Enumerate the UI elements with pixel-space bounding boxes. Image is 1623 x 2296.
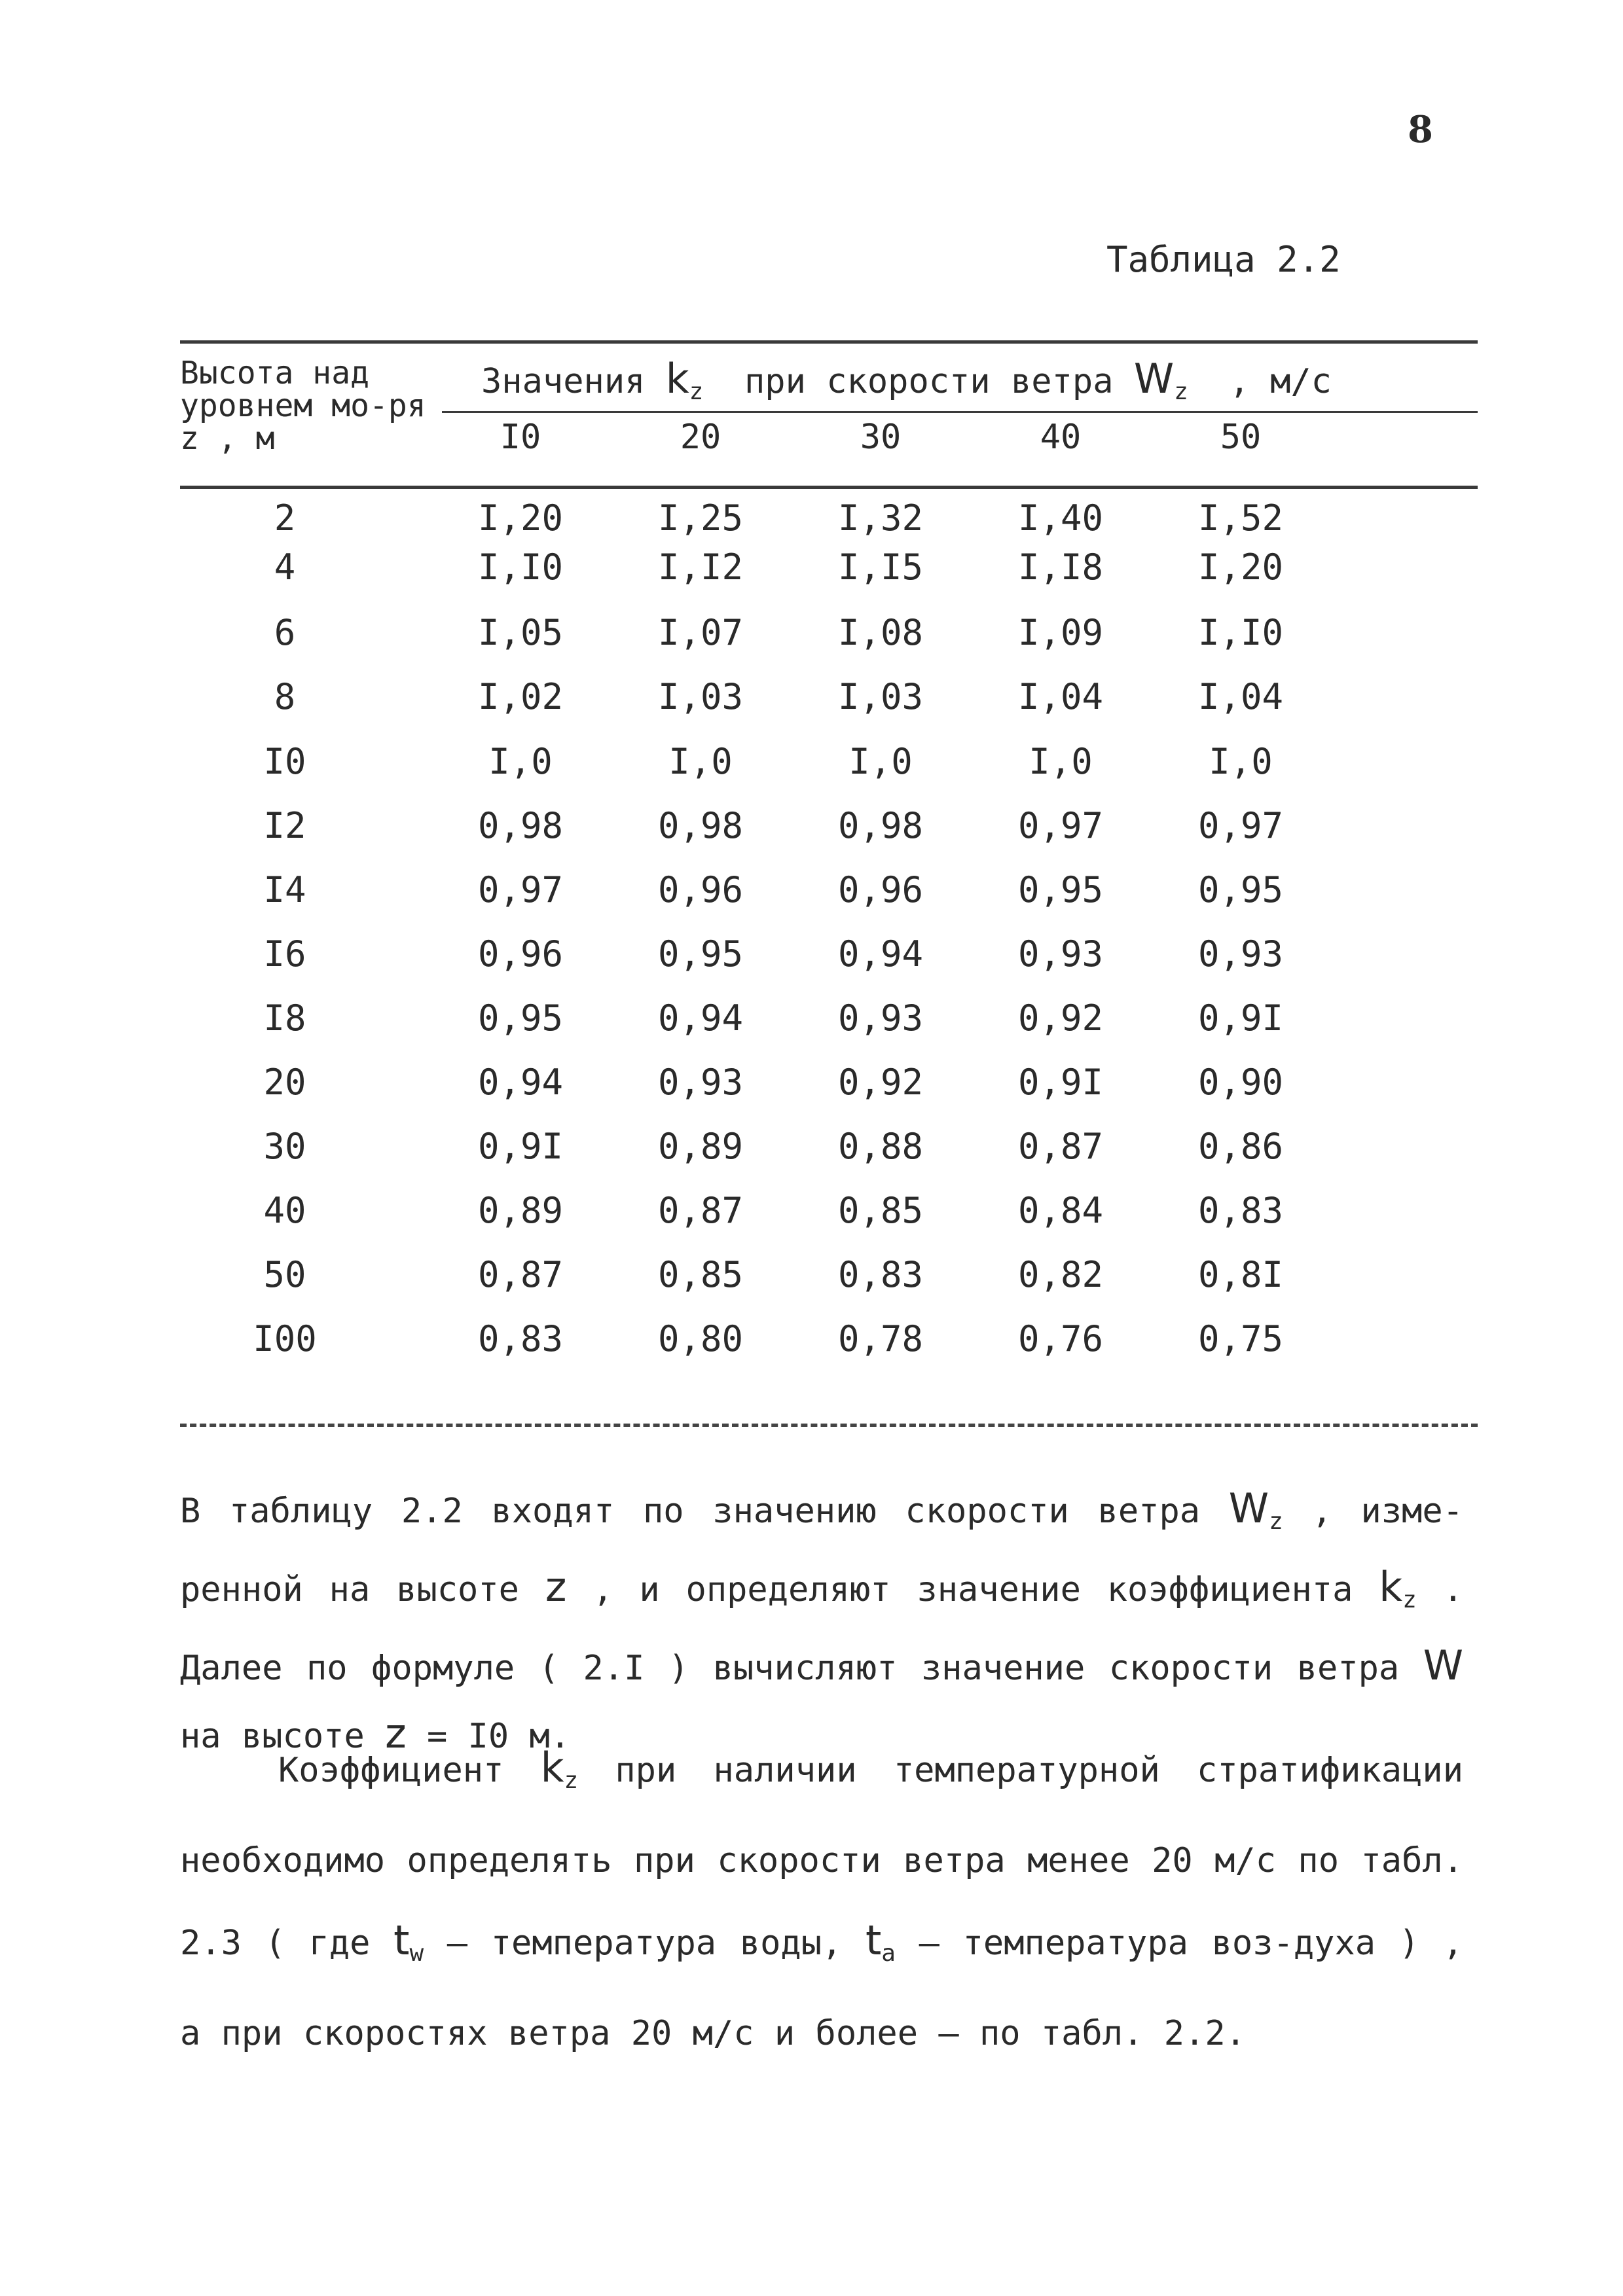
coef-subscript: z — [689, 378, 704, 405]
p1-coef-symbol: k — [1379, 1563, 1403, 1611]
height-cell: 40 — [263, 1190, 306, 1231]
coefficient-cell: 0,78 — [837, 1318, 924, 1359]
coefficient-cell: 0,75 — [1197, 1318, 1284, 1359]
coefficient-cell: 0,94 — [477, 1062, 564, 1103]
coefficient-cell: 0,86 — [1197, 1126, 1284, 1167]
coefficient-cell: 0,95 — [1017, 869, 1104, 910]
coefficient-cell: 0,88 — [837, 1126, 924, 1167]
height-cell: 4 — [274, 547, 296, 588]
coefficient-cell: 0,87 — [1017, 1126, 1104, 1167]
group-header-unit: , м/с — [1229, 362, 1332, 401]
table-row — [180, 1062, 1478, 1127]
coefficient-cell: 0,98 — [477, 805, 564, 846]
coefficient-cell: I,08 — [837, 612, 924, 653]
table-row — [180, 612, 1478, 677]
coefficient-cell: 0,98 — [657, 805, 744, 846]
coefficient-cell: I,03 — [657, 676, 744, 717]
p1-text-1: В таблицу 2.2 входят по значению скорости ветра — [180, 1492, 1201, 1531]
coefficient-cell: 0,87 — [657, 1190, 744, 1231]
coefficient-cell: I,I0 — [477, 547, 564, 588]
coefficient-cell: 0,93 — [1017, 933, 1104, 975]
p2-water-temp-symbol: t — [393, 1916, 410, 1964]
coefficient-cell: I,20 — [477, 497, 564, 539]
coefficient-cell: 0,9I — [477, 1126, 564, 1167]
height-cell: 6 — [274, 612, 296, 653]
table-row — [180, 869, 1478, 935]
coefficient-cell: I,0 — [1029, 741, 1093, 782]
p2-text-1: Коэффициент — [278, 1751, 504, 1790]
table-row — [180, 1254, 1478, 1319]
table-row — [180, 676, 1478, 742]
coefficient-cell: I,0 — [1209, 741, 1273, 782]
coefficient-cell: 0,90 — [1197, 1062, 1284, 1103]
height-cell: I2 — [263, 805, 306, 846]
coefficient-cell: 0,80 — [657, 1318, 744, 1359]
coefficient-cell: 0,85 — [657, 1254, 744, 1295]
coefficient-cell: 0,96 — [477, 933, 564, 975]
p1-height-symbol: z — [545, 1563, 567, 1611]
coefficient-cell: I,05 — [477, 612, 564, 653]
speed-header-10: I0 — [500, 418, 541, 457]
coefficient-cell: 0,83 — [837, 1254, 924, 1295]
coefficient-cell: I,I2 — [657, 547, 744, 588]
coefficient-cell: I,07 — [657, 612, 744, 653]
p2-text-3: – температура воды, — [447, 1924, 843, 1963]
coefficient-cell: 0,89 — [657, 1126, 744, 1167]
height-cell: 20 — [263, 1062, 306, 1103]
coefficient-cell: 0,95 — [657, 933, 744, 975]
coefficient-cell: I,I0 — [1197, 612, 1284, 653]
header-sub-rule — [442, 411, 1478, 413]
coefficient-cell: I,52 — [1197, 497, 1284, 539]
coefficient-cell: 0,97 — [477, 869, 564, 910]
coefficient-cell: I,I5 — [837, 547, 924, 588]
coef-symbol: k — [665, 355, 689, 403]
p1-text-3: , и определяют значение коэффициента — [593, 1570, 1353, 1609]
height-cell: 2 — [274, 497, 296, 539]
coefficient-cell: I,03 — [837, 676, 924, 717]
height-cell: I00 — [253, 1318, 317, 1359]
speed-header-30: 30 — [860, 418, 902, 457]
table-row — [180, 1126, 1478, 1191]
coefficient-cell: 0,97 — [1197, 805, 1284, 846]
paragraph-stratification — [180, 1728, 1463, 2073]
p1-wind-symbol-2: W — [1423, 1641, 1463, 1689]
coefficient-cell: I,20 — [1197, 547, 1284, 588]
p1-wind-symbol: W — [1228, 1484, 1269, 1532]
speed-header-50: 50 — [1220, 418, 1262, 457]
p1-text-6: = I0 м. — [426, 1717, 571, 1756]
coefficient-cell: 0,96 — [657, 869, 744, 910]
group-header-prefix: Значения — [481, 362, 646, 401]
coefficient-cell: I,32 — [837, 497, 924, 539]
coefficient-cell: 0,9I — [1017, 1062, 1104, 1103]
p2-water-temp-subscript: w — [409, 1940, 424, 1967]
coefficient-cell: 0,85 — [837, 1190, 924, 1231]
table-row — [180, 933, 1478, 999]
paragraph-table-usage — [180, 1476, 1463, 1769]
height-cell: I6 — [263, 933, 306, 975]
coefficient-cell: I,0 — [488, 741, 553, 782]
height-column-header: Высота над уровнем мо-ря z , м — [180, 355, 426, 457]
p2-coef-symbol: k — [540, 1744, 564, 1791]
p1-text-4: . Далее по формуле ( 2.I ) вычисляют значение скорости ветра — [180, 1570, 1463, 1688]
p1-wind-subscript: z — [1269, 1508, 1283, 1535]
table-row — [180, 741, 1478, 806]
height-cell: 50 — [263, 1254, 306, 1295]
p1-text-5: на высоте — [180, 1717, 365, 1756]
coefficient-cell: 0,82 — [1017, 1254, 1104, 1295]
height-cell: 8 — [274, 676, 296, 717]
coefficient-cell: 0,92 — [837, 1062, 924, 1103]
table-row — [180, 1190, 1478, 1255]
wind-symbol: W — [1133, 355, 1175, 403]
coefficient-cell: 0,76 — [1017, 1318, 1104, 1359]
coefficient-cell: I,25 — [657, 497, 744, 539]
coefficient-cell: I,0 — [668, 741, 733, 782]
height-cell: 30 — [263, 1126, 306, 1167]
p1-height-symbol-2: z — [385, 1710, 407, 1757]
coefficient-cell: 0,89 — [477, 1190, 564, 1231]
coefficient-cell: 0,83 — [477, 1318, 564, 1359]
coefficient-cell: 0,95 — [1197, 869, 1284, 910]
coefficient-cell: 0,93 — [1197, 933, 1284, 975]
coefficient-cell: 0,84 — [1017, 1190, 1104, 1231]
p2-text-4: – температура воз-духа ) , а при скоростях ветра 20 м/с и более – по табл. 2.2. — [180, 1924, 1463, 2053]
coefficient-cell: 0,93 — [657, 1062, 744, 1103]
height-cell: I8 — [263, 997, 306, 1039]
p1-text-2: , изме-ренной на высоте — [180, 1492, 1463, 1609]
table-row — [180, 1318, 1478, 1384]
group-header-middle: при скорости ветра — [744, 362, 1114, 401]
coefficient-cell: I,09 — [1017, 612, 1104, 653]
speed-header-40: 40 — [1040, 418, 1082, 457]
table-caption: Таблица 2.2 — [1106, 239, 1341, 280]
coefficient-cell: 0,94 — [657, 997, 744, 1039]
height-cell: I0 — [263, 741, 306, 782]
coefficient-cell: 0,92 — [1017, 997, 1104, 1039]
p2-text-2: при наличии температурной стратификации необходимо определять при скорости ветра менее 20 м/с по табл. 2.3 ( где — [180, 1751, 1463, 1963]
coefficient-cell: 0,98 — [837, 805, 924, 846]
speed-group-header — [481, 355, 1476, 405]
table-row — [180, 547, 1478, 612]
p2-air-temp-symbol: t — [865, 1916, 882, 1964]
coefficient-cell: I,02 — [477, 676, 564, 717]
p2-air-temp-subscript: a — [881, 1940, 896, 1967]
coefficient-cell: 0,8I — [1197, 1254, 1284, 1295]
coefficient-cell: I,0 — [848, 741, 913, 782]
table-bottom-rule — [180, 1424, 1478, 1427]
wind-subscript: z — [1174, 378, 1188, 405]
table-top-rule — [180, 340, 1478, 344]
table-row — [180, 805, 1478, 870]
coefficient-cell: I,40 — [1017, 497, 1104, 539]
p1-coef-subscript: z — [1402, 1587, 1417, 1613]
coefficient-cell: 0,83 — [1197, 1190, 1284, 1231]
coefficient-cell: I,04 — [1197, 676, 1284, 717]
coefficient-cell: 0,9I — [1197, 997, 1284, 1039]
coefficient-cell: 0,87 — [477, 1254, 564, 1295]
speed-header-20: 20 — [680, 418, 721, 457]
coefficient-cell: 0,94 — [837, 933, 924, 975]
table-row — [180, 997, 1478, 1063]
header-bottom-rule — [180, 486, 1478, 489]
coefficient-cell: I,I8 — [1017, 547, 1104, 588]
coefficient-cell: I,04 — [1017, 676, 1104, 717]
coefficient-cell: 0,93 — [837, 997, 924, 1039]
coefficient-cell: 0,95 — [477, 997, 564, 1039]
coefficient-cell: 0,96 — [837, 869, 924, 910]
p2-coef-subscript: z — [564, 1767, 579, 1794]
coefficient-cell: 0,97 — [1017, 805, 1104, 846]
page-number: 8 — [1408, 108, 1433, 151]
height-cell: I4 — [263, 869, 306, 910]
